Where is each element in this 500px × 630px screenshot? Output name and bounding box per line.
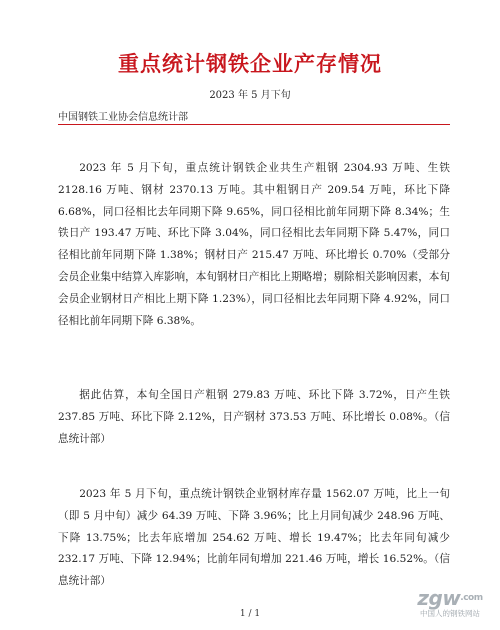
site-watermark bbox=[408, 587, 492, 619]
watermark-logo-text: zgw bbox=[417, 586, 461, 610]
paragraph-production: 2023 年 5 月下旬，重点统计钢铁企业共生产粗钢 2304.93 万吨、生铁 2128.16 万吨、钢材 2370.13 万吨。其中粗钢日产 209.54 万吨，环比下降 6.68%，同口径相比去年同期下降 9.65%，同口径相比前年同期下降 8.34%；生铁日产 193.47 万吨、环比下降 3.04%，同口径相比去年同期下降 5.47%，同口径相比前年同期下降 1.38%；钢材日产 215.47 万吨、环比增长 0.70%（受部分会员企业集中结算入库影响，本旬钢材日产相比上期略增；剔除相关影响因素，本旬会员企业钢材日产相比上期下降 1.23%），同口径相比去年同期下降 4.92%，同口径相比前年同期下降 6.38%。 bbox=[58, 162, 450, 327]
paragraph-national-estimate: 据此估算，本旬全国日产粗钢 279.83 万吨、环比下降 3.72%，日产生铁 237.85 万吨、环比下降 2.12%，日产钢材 373.53 万吨、环比增长 0.08%。（信息统计部） bbox=[58, 389, 450, 445]
document-title: 重点统计钢铁企业产存情况 bbox=[118, 52, 382, 76]
source-department: 中国钢铁工业协会信息统计部 bbox=[58, 112, 188, 123]
header-divider bbox=[58, 124, 450, 125]
watermark-logo-suffix: .com bbox=[460, 593, 483, 603]
page-number: 1 / 1 bbox=[239, 609, 261, 619]
watermark-logo bbox=[408, 587, 492, 609]
report-date: 2023 年 5 月下旬 bbox=[209, 90, 291, 101]
paragraph-inventory: 2023 年 5 月下旬，重点统计钢铁企业钢材库存量 1562.07 万吨，比上一旬（即 5 月中旬）减少 64.39 万吨、下降 3.96%；比上月同旬减少 248.96 万吨、下降 13.75%；比去年底增加 254.62 万吨、增长 19.47%；比去年同旬减少 232.17 万吨、下降 12.94%；比前年同旬增加 221.46 万吨，增长 16.52%。（信息统计部） bbox=[58, 488, 450, 588]
watermark-tagline: 中国人的钢铁网站 bbox=[420, 609, 480, 618]
